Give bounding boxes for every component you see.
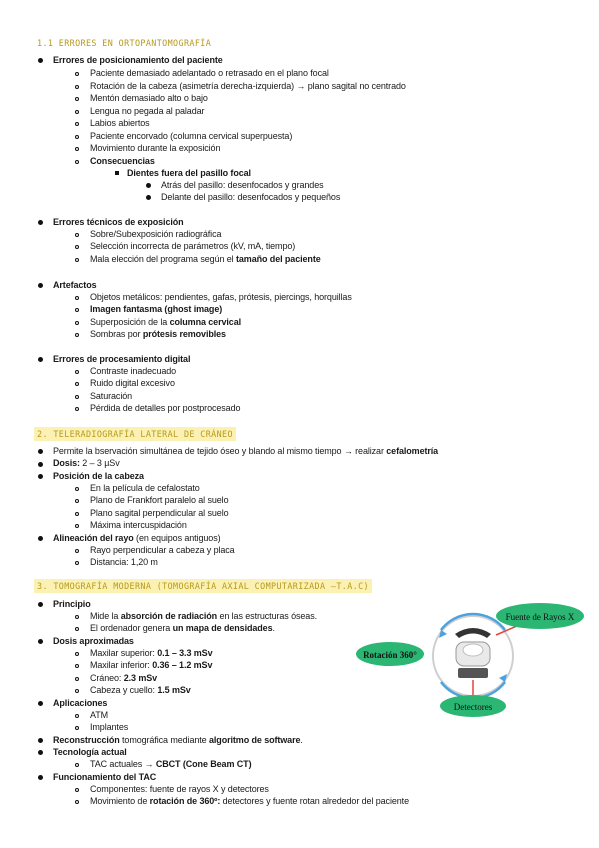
bullet-circle <box>75 524 79 528</box>
list-item: Mentón demasiado alto o bajo <box>90 93 208 103</box>
bullet-dot <box>146 195 151 200</box>
detectors-label: Detectores <box>453 702 493 712</box>
list-item: Contraste inadecuado <box>90 366 177 376</box>
list-item: Rayo perpendicular a cabeza y placa <box>90 545 235 555</box>
paragraph-line: Permite la bservación simultánea de tejido óseo y blando al mismo tiempo → realizar cefalometría <box>53 446 439 456</box>
bullet-dot <box>38 474 43 479</box>
bullet-square <box>115 171 119 175</box>
bullet-circle <box>75 512 79 516</box>
list-item: Imagen fantasma (ghost image) <box>90 304 223 314</box>
bullet-dot <box>38 701 43 706</box>
bullet-circle <box>75 321 79 325</box>
list-item: Mide la absorción de radiación en las estructuras óseas. <box>90 611 317 621</box>
bullet-circle <box>75 714 79 718</box>
group-title: Errores de procesamiento digital <box>53 354 191 364</box>
list-subsubtitle: Dientes fuera del pasillo focal <box>127 168 251 178</box>
bullet-circle <box>75 370 79 374</box>
list-item: Atrás del pasillo: desenfocados y grandes <box>161 180 324 190</box>
bullet-circle <box>75 258 79 262</box>
list-item: Maxilar inferior: 0.36 – 1.2 mSv <box>90 660 213 670</box>
list-item: Selección incorrecta de parámetros (kV, mA, tiempo) <box>90 241 296 251</box>
bullet-circle <box>75 135 79 139</box>
bullet-circle <box>75 395 79 399</box>
list-item: Paciente encorvado (columna cervical superpuesta) <box>90 131 293 141</box>
list-item: En la película de cefalostato <box>90 483 200 493</box>
list-item: Pérdida de detalles por postprocesado <box>90 403 241 413</box>
bullet-circle <box>75 122 79 126</box>
group-title: Alineación del rayo (en equipos antiguos) <box>53 533 221 543</box>
bullet-circle <box>75 499 79 503</box>
group-title: Posición de la cabeza <box>53 471 144 481</box>
bullet-circle <box>75 561 79 565</box>
list-item: Plano sagital perpendicular al suelo <box>90 508 229 518</box>
list-item: Ruido digital excesivo <box>90 378 175 388</box>
bullet-circle <box>75 726 79 730</box>
list-item: Sobre/Subexposición radiográfica <box>90 229 222 239</box>
ct-diagram <box>355 598 585 723</box>
bullet-circle <box>75 85 79 89</box>
bullet-circle <box>75 689 79 693</box>
bullet-dot <box>38 58 43 63</box>
bullet-circle <box>75 233 79 237</box>
bullet-dot <box>38 775 43 780</box>
list-subtitle: Consecuencias <box>90 156 155 166</box>
bullet-circle <box>75 147 79 151</box>
group-title: Tecnología actual <box>53 747 127 757</box>
group-title: Aplicaciones <box>53 698 108 708</box>
bullet-circle <box>75 800 79 804</box>
detector-icon <box>458 668 488 678</box>
list-item: Cabeza y cuello: 1.5 mSv <box>90 685 191 695</box>
list-item: Objetos metálicos: pendientes, gafas, prótesis, piercings, horquillas <box>90 292 352 302</box>
bullet-circle <box>75 382 79 386</box>
bullet-circle <box>75 627 79 631</box>
list-item: Lengua no pegada al paladar <box>90 106 205 116</box>
bullet-circle <box>75 160 79 164</box>
group-title: Dosis aproximadas <box>53 636 134 646</box>
bullet-circle <box>75 407 79 411</box>
list-item: El ordenador genera un mapa de densidades. <box>90 623 275 633</box>
list-item: Mala elección del programa según el tamaño del paciente <box>90 254 321 264</box>
bullet-dot <box>146 183 151 188</box>
bullet-circle <box>75 308 79 312</box>
list-item: Superposición de la columna cervical <box>90 317 241 327</box>
bullet-circle <box>75 245 79 249</box>
bullet-dot <box>38 357 43 362</box>
list-item: Distancia: 1,20 m <box>90 557 158 567</box>
list-item: Componentes: fuente de rayos X y detectores <box>90 784 269 794</box>
list-item: Labios abiertos <box>90 118 150 128</box>
list-item: Máxima intercuspidación <box>90 520 187 530</box>
bullet-circle <box>75 110 79 114</box>
list-item: ATM <box>90 710 109 720</box>
bullet-dot <box>38 536 43 541</box>
section-heading-3: 3. TOMOGRAFÍA MODERNA (TOMOGRAFÍA AXIAL COMPUTARIZADA –T.A.C) <box>34 579 372 593</box>
bullet-dot <box>38 220 43 225</box>
list-item: TAC actuales → CBCT (Cone Beam CT) <box>90 759 252 769</box>
bullet-circle <box>75 72 79 76</box>
bullet-dot <box>38 639 43 644</box>
list-item: Movimiento durante la exposición <box>90 143 221 153</box>
bullet-circle <box>75 652 79 656</box>
bullet-circle <box>75 549 79 553</box>
list-item: Maxilar superior: 0.1 – 3.3 mSv <box>90 648 213 658</box>
group-title: Errores de posicionamiento del paciente <box>53 55 223 65</box>
bullet-dot <box>38 283 43 288</box>
list-item: Plano de Frankfort paralelo al suelo <box>90 495 229 505</box>
list-item: Cráneo: 2.3 mSv <box>90 673 158 683</box>
list-item: Paciente demasiado adelantado o retrasado en el plano focal <box>90 68 329 78</box>
group-title: Principio <box>53 599 91 609</box>
list-item: Movimiento de rotación de 360º: detectores y fuente rotan alrededor del paciente <box>90 796 409 806</box>
list-item: Saturación <box>90 391 133 401</box>
paragraph-line: Reconstrucción tomográfica mediante algoritmo de software. <box>53 735 303 745</box>
source-label: Fuente de Rayos X <box>505 612 575 622</box>
paragraph-line: Dosis: 2 – 3 µSv <box>53 458 120 468</box>
bullet-dot <box>38 602 43 607</box>
bullet-dot <box>38 750 43 755</box>
bullet-circle <box>75 615 79 619</box>
section-heading-2: 2. TELERADIOGRAFÍA LATERAL DE CRÁNEO <box>34 427 236 441</box>
bullet-circle <box>75 333 79 337</box>
list-item: Delante del pasillo: desenfocados y pequeños <box>161 192 341 202</box>
bullet-circle <box>75 97 79 101</box>
list-item: Rotación de la cabeza (asimetría derecha-izquierda) → plano sagital no centrado <box>90 81 406 91</box>
bullet-circle <box>75 788 79 792</box>
rotation-label: Rotación 360° <box>363 650 417 660</box>
list-item: Implantes <box>90 722 129 732</box>
group-title: Errores técnicos de exposición <box>53 217 184 227</box>
bullet-circle <box>75 664 79 668</box>
bullet-circle <box>75 677 79 681</box>
bullet-circle <box>75 296 79 300</box>
group-title: Artefactos <box>53 280 97 290</box>
list-item: Sombras por prótesis removibles <box>90 329 226 339</box>
bullet-dot <box>38 738 43 743</box>
bullet-circle <box>75 763 79 767</box>
bullet-circle <box>75 487 79 491</box>
section-heading-1: 1.1 ERRORES EN ORTOPANTOMOGRAFÍA <box>37 38 212 48</box>
group-title: Funcionamiento del TAC <box>53 772 157 782</box>
bullet-dot <box>38 449 43 454</box>
bullet-dot <box>38 462 43 467</box>
